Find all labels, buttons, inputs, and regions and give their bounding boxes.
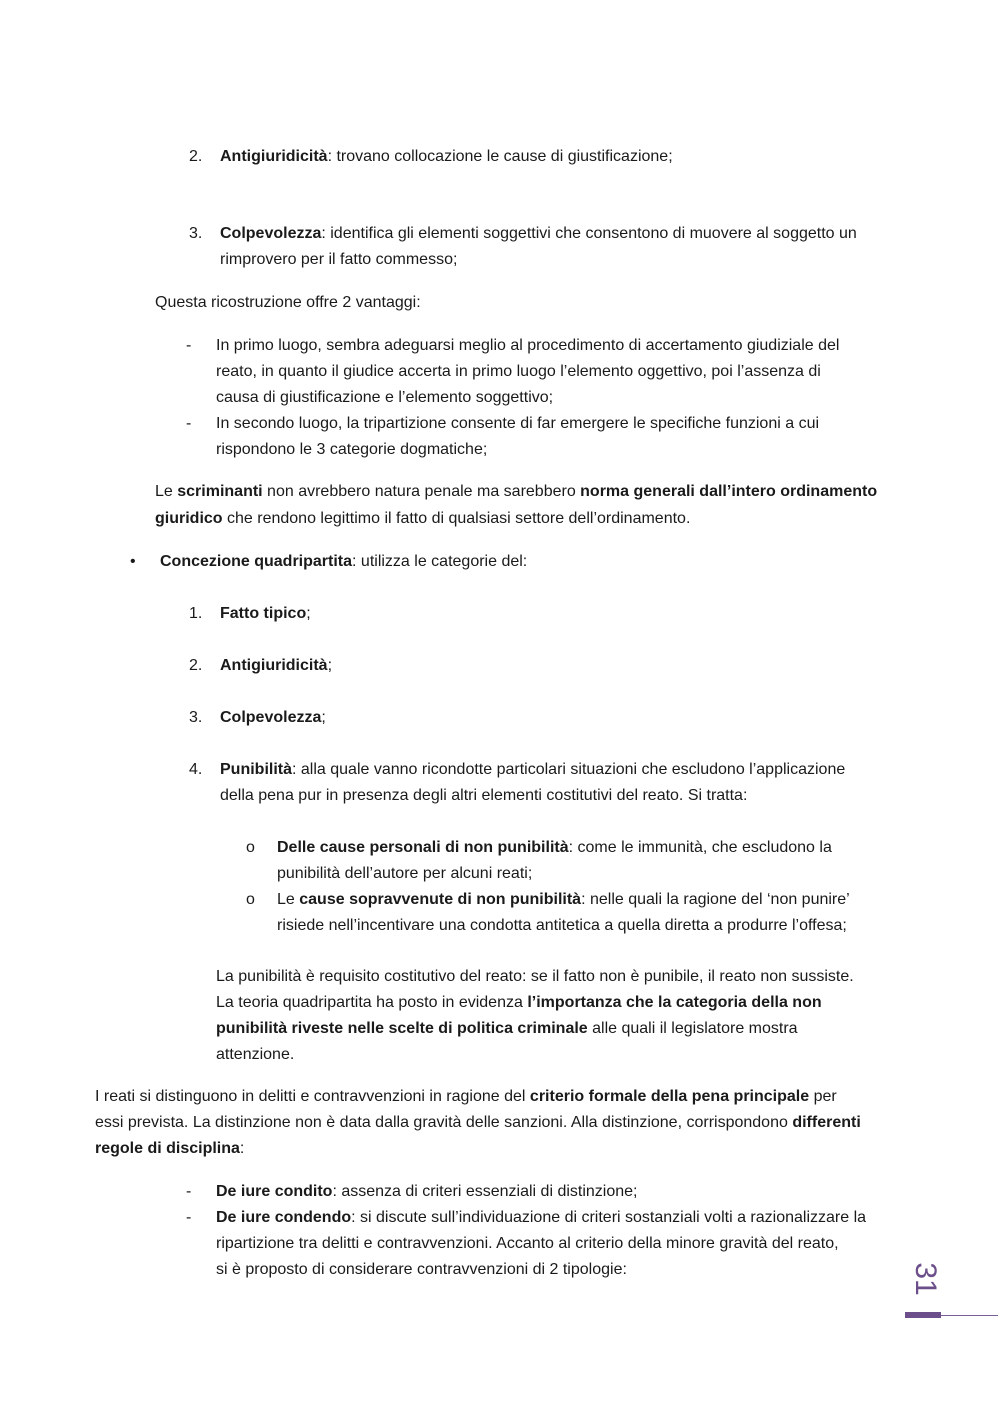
- term: Colpevolezza: [220, 225, 322, 242]
- text-line: rispondono le 3 categorie dogmatiche;: [216, 441, 488, 458]
- term: differenti: [792, 1114, 861, 1131]
- paragraph-scriminanti: [155, 479, 877, 505]
- list-number: 4.: [189, 761, 203, 778]
- dash-marker: -: [186, 337, 192, 354]
- text-line: La punibilità è requisito costitutivo del reato: se il fatto non è punibile, il reato non sussiste.: [216, 968, 854, 985]
- bullet-icon: •: [130, 553, 136, 570]
- text-line: [216, 1016, 798, 1042]
- text: Le: [277, 891, 300, 908]
- text: alle quali il legislatore mostra: [587, 1020, 798, 1037]
- text-line: [216, 990, 822, 1016]
- text-line: causa di giustificazione e l’elemento soggettivo;: [216, 389, 554, 406]
- text-line: ripartizione tra delitti e contravvenzioni. Accanto al criterio della minore gravità del reato,: [216, 1235, 839, 1252]
- text-line: [95, 1110, 861, 1136]
- text: : alla quale vanno ricondotte particolari situazioni che escludono l’applicazione: [292, 761, 846, 778]
- list-item: [220, 601, 311, 627]
- term: criterio formale della pena principale: [529, 1088, 810, 1105]
- text: essi prevista. La distinzione non è data dalla gravità delle sanzioni. Alla distinzione, corrispondono: [95, 1114, 793, 1131]
- dash-marker: -: [186, 1209, 192, 1226]
- term: Colpevolezza: [220, 709, 322, 726]
- list-item: [216, 1205, 866, 1231]
- text: : si discute sull’individuazione di criteri sostanziali volti a razionalizzare la: [351, 1209, 867, 1226]
- dash-marker: -: [186, 1183, 192, 1200]
- circle-bullet-icon: o: [246, 839, 255, 856]
- text-line: In secondo luogo, la tripartizione consente di far emergere le specifiche funzioni a cui: [216, 415, 820, 432]
- text-line: In primo luogo, sembra adeguarsi meglio al procedimento di accertamento giudiziale del: [216, 337, 840, 354]
- term: De iure condendo: [216, 1209, 352, 1226]
- term: l’importanza che la categoria della non: [527, 994, 822, 1011]
- text: : nelle quali la ragione del ‘non punire’: [581, 891, 850, 908]
- text: :: [239, 1140, 245, 1157]
- term: Punibilità: [220, 761, 292, 778]
- term: De iure condito: [216, 1183, 333, 1200]
- text-line: [95, 1084, 837, 1110]
- term: Antigiuridicità: [220, 657, 328, 674]
- text: non avrebbero natura penale ma sarebbero: [262, 483, 581, 500]
- text-line: attenzione.: [216, 1046, 295, 1063]
- term: Concezione quadripartita: [160, 553, 353, 570]
- text-line: della pena pur in presenza degli altri elementi costitutivi del reato. Si tratta:: [220, 787, 748, 804]
- text: La teoria quadripartita ha posto in evidenza: [216, 994, 528, 1011]
- term: giuridico: [155, 510, 223, 527]
- text-line: reato, in quanto il giudice accerta in primo luogo l’elemento oggettivo, poi l’assenza di: [216, 363, 821, 380]
- text: : identifica gli elementi soggettivi che consentono di muovere al soggetto un: [321, 225, 857, 242]
- text-line: [155, 506, 690, 532]
- list-item-antigiuridicita: [220, 144, 673, 170]
- term: scriminanti: [177, 483, 263, 500]
- sub-list-item: [277, 835, 832, 861]
- text-line: punibilità dell’autore per alcuni reati;: [277, 865, 533, 882]
- text: per: [809, 1088, 837, 1105]
- footer-rule: [940, 1315, 998, 1316]
- list-number: 3.: [189, 225, 203, 242]
- text: I reati si distinguono in delitti e contravvenzioni in ragione del: [95, 1088, 530, 1105]
- list-number: 2.: [189, 148, 203, 165]
- text-line: si è proposto di considerare contravvenzioni di 2 tipologie:: [216, 1261, 627, 1278]
- list-item-colpevolezza: [220, 221, 857, 247]
- list-item: [220, 757, 845, 783]
- bullet-item-quadripartita: [160, 549, 527, 575]
- term: norma generali dall’intero ordinamento: [580, 483, 878, 500]
- text: ;: [327, 657, 333, 674]
- text: ;: [321, 709, 326, 726]
- list-item: [216, 1179, 637, 1205]
- text-line: [95, 1136, 244, 1162]
- text: ;: [306, 605, 311, 622]
- text: : assenza di criteri essenziali di distinzione;: [332, 1183, 638, 1200]
- circle-bullet-icon: o: [246, 891, 255, 908]
- term: Delle cause personali di non punibilità: [277, 839, 569, 856]
- sub-list-item: [277, 887, 850, 913]
- text: Le: [155, 483, 178, 500]
- term: Antigiuridicità: [220, 148, 328, 165]
- paragraph-intro: Questa ricostruzione offre 2 vantaggi:: [155, 294, 421, 311]
- list-number: 2.: [189, 657, 203, 674]
- footer-rule-accent: [905, 1312, 941, 1318]
- term: regole di disciplina: [95, 1140, 240, 1157]
- text: : come le immunità, che escludono la: [568, 839, 832, 856]
- list-item: [220, 653, 332, 679]
- dash-marker: -: [186, 415, 192, 432]
- text-line: risiede nell’incentivare una condotta antitetica a quella diretta a produrre l’offesa;: [277, 917, 847, 934]
- text: : trovano collocazione le cause di giustificazione;: [327, 148, 673, 165]
- text: che rendono legittimo il fatto di qualsiasi settore dell’ordinamento.: [222, 510, 691, 527]
- list-item: [220, 705, 326, 731]
- term: cause sopravvenute di non punibilità: [299, 891, 582, 908]
- text: : utilizza le categorie del:: [352, 553, 528, 570]
- term: punibilità riveste nelle scelte di politica criminale: [216, 1020, 588, 1037]
- term: Fatto tipico: [220, 605, 307, 622]
- list-number: 1.: [189, 605, 203, 622]
- page-number: 31: [909, 1262, 942, 1296]
- list-number: 3.: [189, 709, 203, 726]
- text-line: rimprovero per il fatto commesso;: [220, 251, 458, 268]
